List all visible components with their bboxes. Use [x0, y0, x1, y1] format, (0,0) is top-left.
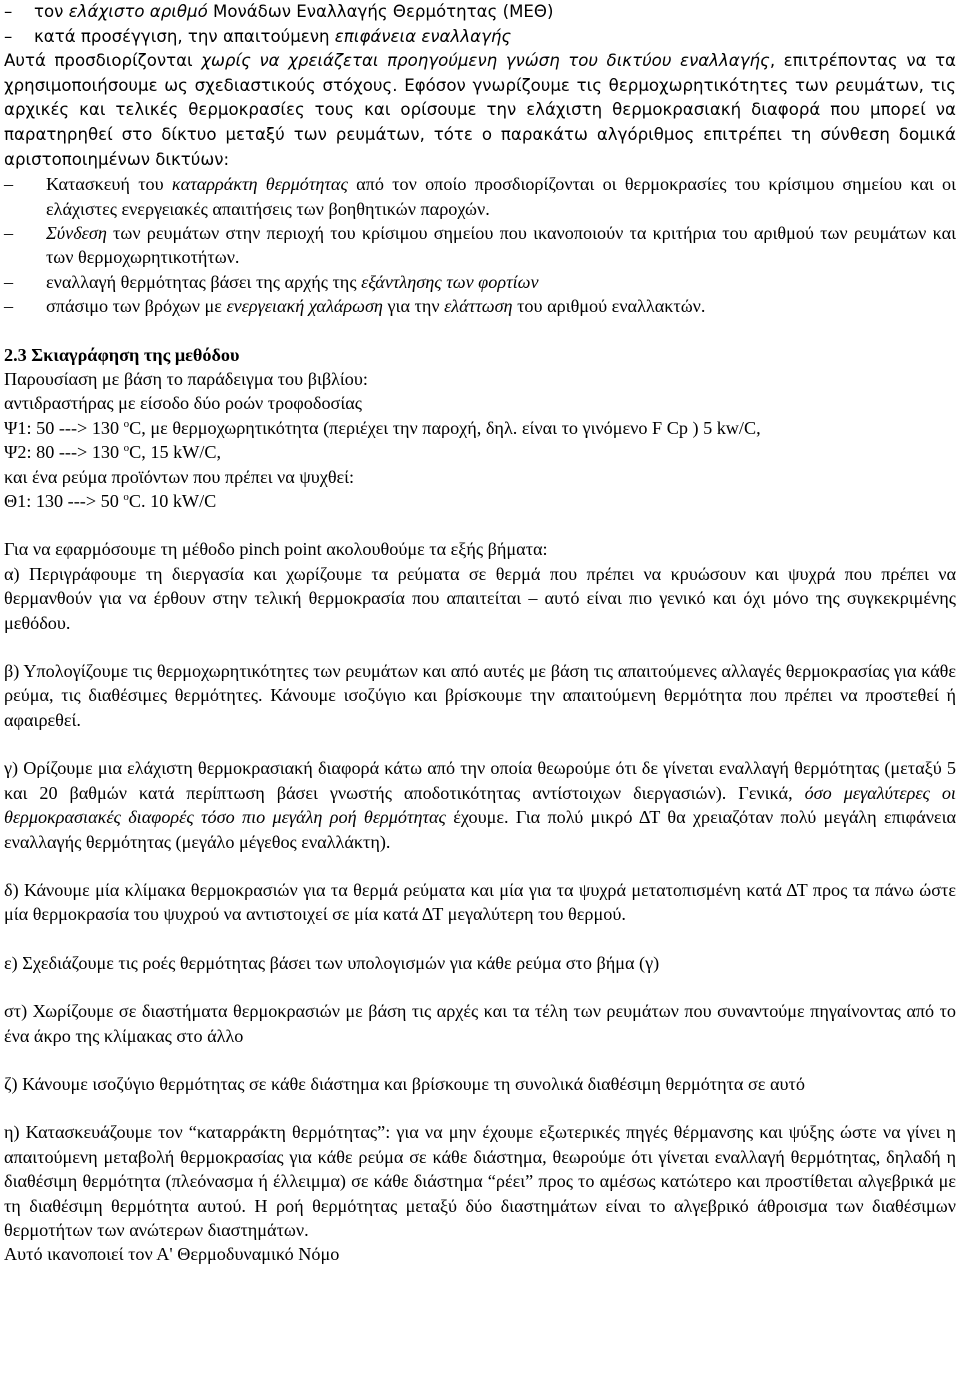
delta-symbol: Δ — [786, 879, 797, 900]
algorithm-list — [4, 172, 956, 1267]
intro-block — [4, 0, 956, 172]
example-line-2: αντιδραστήρας με είσοδο δύο ροών τροφοδοσίας — [4, 393, 362, 414]
step-h: η) Κατασκευάζουμε τον “καταρράκτη θερμότητας”: για να μην έχουμε εξωτερικές πηγές θέρμανσης και ψύξης ώστε να γίνει η απαιτούμενη μεταβολή θερμοκρασίας για κάθε ρεύμα σε κάθε διάστημα, θεωρούμε ότι γίνεται εναλλαγή θερμότητας, δηλαδή η διαθέσιμη θερμότητα (πλεόνασμα ή έλλειμμα) σε κάθε διάστημα “ρέει” προς το αμέσως κατώτερο και προστίθεται αλγεβρικά με τη διαθέσιμη θερμότητα αυτού. Η ροή θερμότητας μεταξύ δύο διαστημάτων είναι το αλγεβρικό άθροισμα των διαθέσιμων θερμοτήτων των ανώτερων διαστημάτων. — [4, 1122, 956, 1240]
steps-intro: Για να εφαρμόσουμε τη μέθοδο pinch point ακολουθούμε τα εξής βήματα: — [4, 539, 548, 560]
algorithm-bullet-3: – εναλλαγή θερμότητας βάσει της αρχής της εξάντλησης των φορτίων — [4, 271, 539, 292]
intro-bullet-1: – τον ελάχιστο αριθμό Μονάδων Εναλλαγής Θερμότητας (ΜΕΘ) — [4, 0, 956, 25]
algorithm-bullet-2: – Σύνδεση των ρευμάτων στην περιοχή του κρίσιμου σημείου που ικανοποιούν τα κριτήρια του αριθμού των ρευμάτων και των θερμοχωρητικοτήτων. — [4, 222, 956, 268]
step-last: Αυτό ικανοποιεί τον Α' Θερμοδυναμικό Νόμο — [4, 1244, 340, 1265]
stream-theta1: Θ1: 130 ---> 50 $^o$C. 10 kW/C — [4, 490, 217, 512]
step-b: β) Υπολογίζουμε τις θερμοχωρητικότητες των ρευμάτων και από αυτές με βάση τις απαιτούμενες αλλαγές θερμοκρασίας για κάθε ρεύμα, τις διαθέσιμες θερμότητες. Κάνουμε ισοζύγιο και βρίσκουμε την απαιτούμενη θερμότητα που πρέπει να προστεθεί ή αφαιρεθεί. — [4, 661, 956, 730]
step-d: δ) Κάνουμε μία κλίμακα θερμοκρασιών για τα θερμά ρεύματα και μία για τα ψυχρά μετατοπισμένη κατά ΔΤ προς τα πάνω ώστε μία θερμοκρασία του ψυχρού να αντιστοιχεί σε μία κατά ΔΤ μεγαλύτερη του θερμού. — [4, 879, 956, 925]
delta-symbol: Δ — [421, 904, 433, 925]
intro-paragraph: Αυτά προσδιορίζονται χωρίς να χρειάζεται προηγούμενη γνώση του δικτύου εναλλαγής, επιτρέποντας να τα χρησιμοποιήσουμε ως σχεδιαστικούς στόχους. Εφόσον γνωρίζουμε τις θερμοχωρητικότητες των ρευμάτων, τις αρχικές και τελικές θερμοκρασίες τους και ορίσουμε την ελάχιστη θερμοκρασιακή διαφορά που μπορεί να παρατηρηθεί στο δίκτυο μεταξύ των ρευμάτων, τότε ο παρακάτω αλγόριθμος επιτρέπει τη σύνθεση δομικά αριστοποιημένων δικτύων: — [4, 51, 956, 169]
stream-psi1: Ψ1: 50 ---> 130 $^o$C, με θερμοχωρητικότητα (περιέχει την παροχή, δηλ. είναι το γινόμενο F Cp ) 5 kw/C, — [4, 417, 761, 438]
stream-psi2: Ψ2: 80 ---> 130 $^o$C, 15 kW/C, — [4, 442, 222, 463]
step-c: γ) Ορίζουμε μια ελάχιστη θερμοκρασιακή διαφορά κάτω από την οποία θεωρούμε ότι δε γίνεται εναλλαγή θερμότητας (μεταξύ 5 και 20 βαθμών κατά περίπτωση βάσει γνωστής αποδοτικότητας αντίστοιχων διεργασιών). Γενικά, όσο μεγαλύτερες οι θερμοκρασιακές διαφορές τόσο πιο μεγάλη ροή θερμότητας έχουμε. Για πολύ μικρό ΔΤ θα χρειαζόταν πολύ μεγάλη επιφάνεια εναλλαγής θερμότητας (μεγάλο μέγεθος εναλλάκτη). — [4, 758, 956, 852]
section-title: Σκιαγράφηση της μεθόδου — [31, 344, 240, 365]
section-heading — [4, 343, 956, 367]
step-a: α) Περιγράφουμε τη διεργασία και χωρίζουμε τα ρεύματα σε θερμά που πρέπει να κρυώσουν και ψυχρά που πρέπει να θερμανθούν για να έρθουν στην τελική θερμοκρασία που απαιτείται – αυτό είναι πιο γενικό και όχι μόνο της συγκεκριμένης μεθόδου. — [4, 563, 956, 633]
step-z: ζ) Κάνουμε ισοζύγιο θερμότητας σε κάθε διάστημα και βρίσκουμε τη συνολικά διαθέσιμη θερμότητα σε αυτό — [4, 1073, 805, 1094]
bullet-dash: – — [4, 26, 13, 46]
delta-symbol: Δ — [638, 807, 650, 828]
bullet-dash: – — [4, 2, 13, 21]
example-line-1: Παρουσίαση με βάση το παράδειγμα του βιβλίου: — [4, 369, 368, 389]
algorithm-bullet-1: – Κατασκευή του καταρράκτη θερμότητας από τον οποίο προσδιορίζονται οι θερμοκρασίες του κρίσιμου σημείου και οι ελάχιστες ενεργειακές απαιτήσεις των βοηθητικών παροχών. — [4, 174, 957, 219]
step-e: ε) Σχεδιάζουμε τις ροές θερμότητας βάσει των υπολογισμών για κάθε ρεύμα στο βήμα (γ) — [4, 952, 660, 973]
algorithm-bullet-4: – σπάσιμο των βρόχων με ενεργειακή χαλάρωση για την ελάττωση του αριθμού εναλλακτών. — [4, 296, 706, 317]
step-st: στ) Χωρίζουμε σε διαστήματα θερμοκρασιών με βάση τις αρχές και τα τέλη των ρευμάτων που συναντούμε πηγαίνοντας από το ένα άκρο της κλίμακας στο άλλο — [4, 1001, 956, 1046]
section-number: 2.3 — [4, 344, 27, 365]
product-stream-line: και ένα ρεύμα προϊόντων που πρέπει να ψυχθεί: — [4, 466, 355, 487]
intro-bullet-2: – κατά προσέγγιση, την απαιτούμενη επιφάνεια εναλλαγής — [4, 25, 956, 50]
